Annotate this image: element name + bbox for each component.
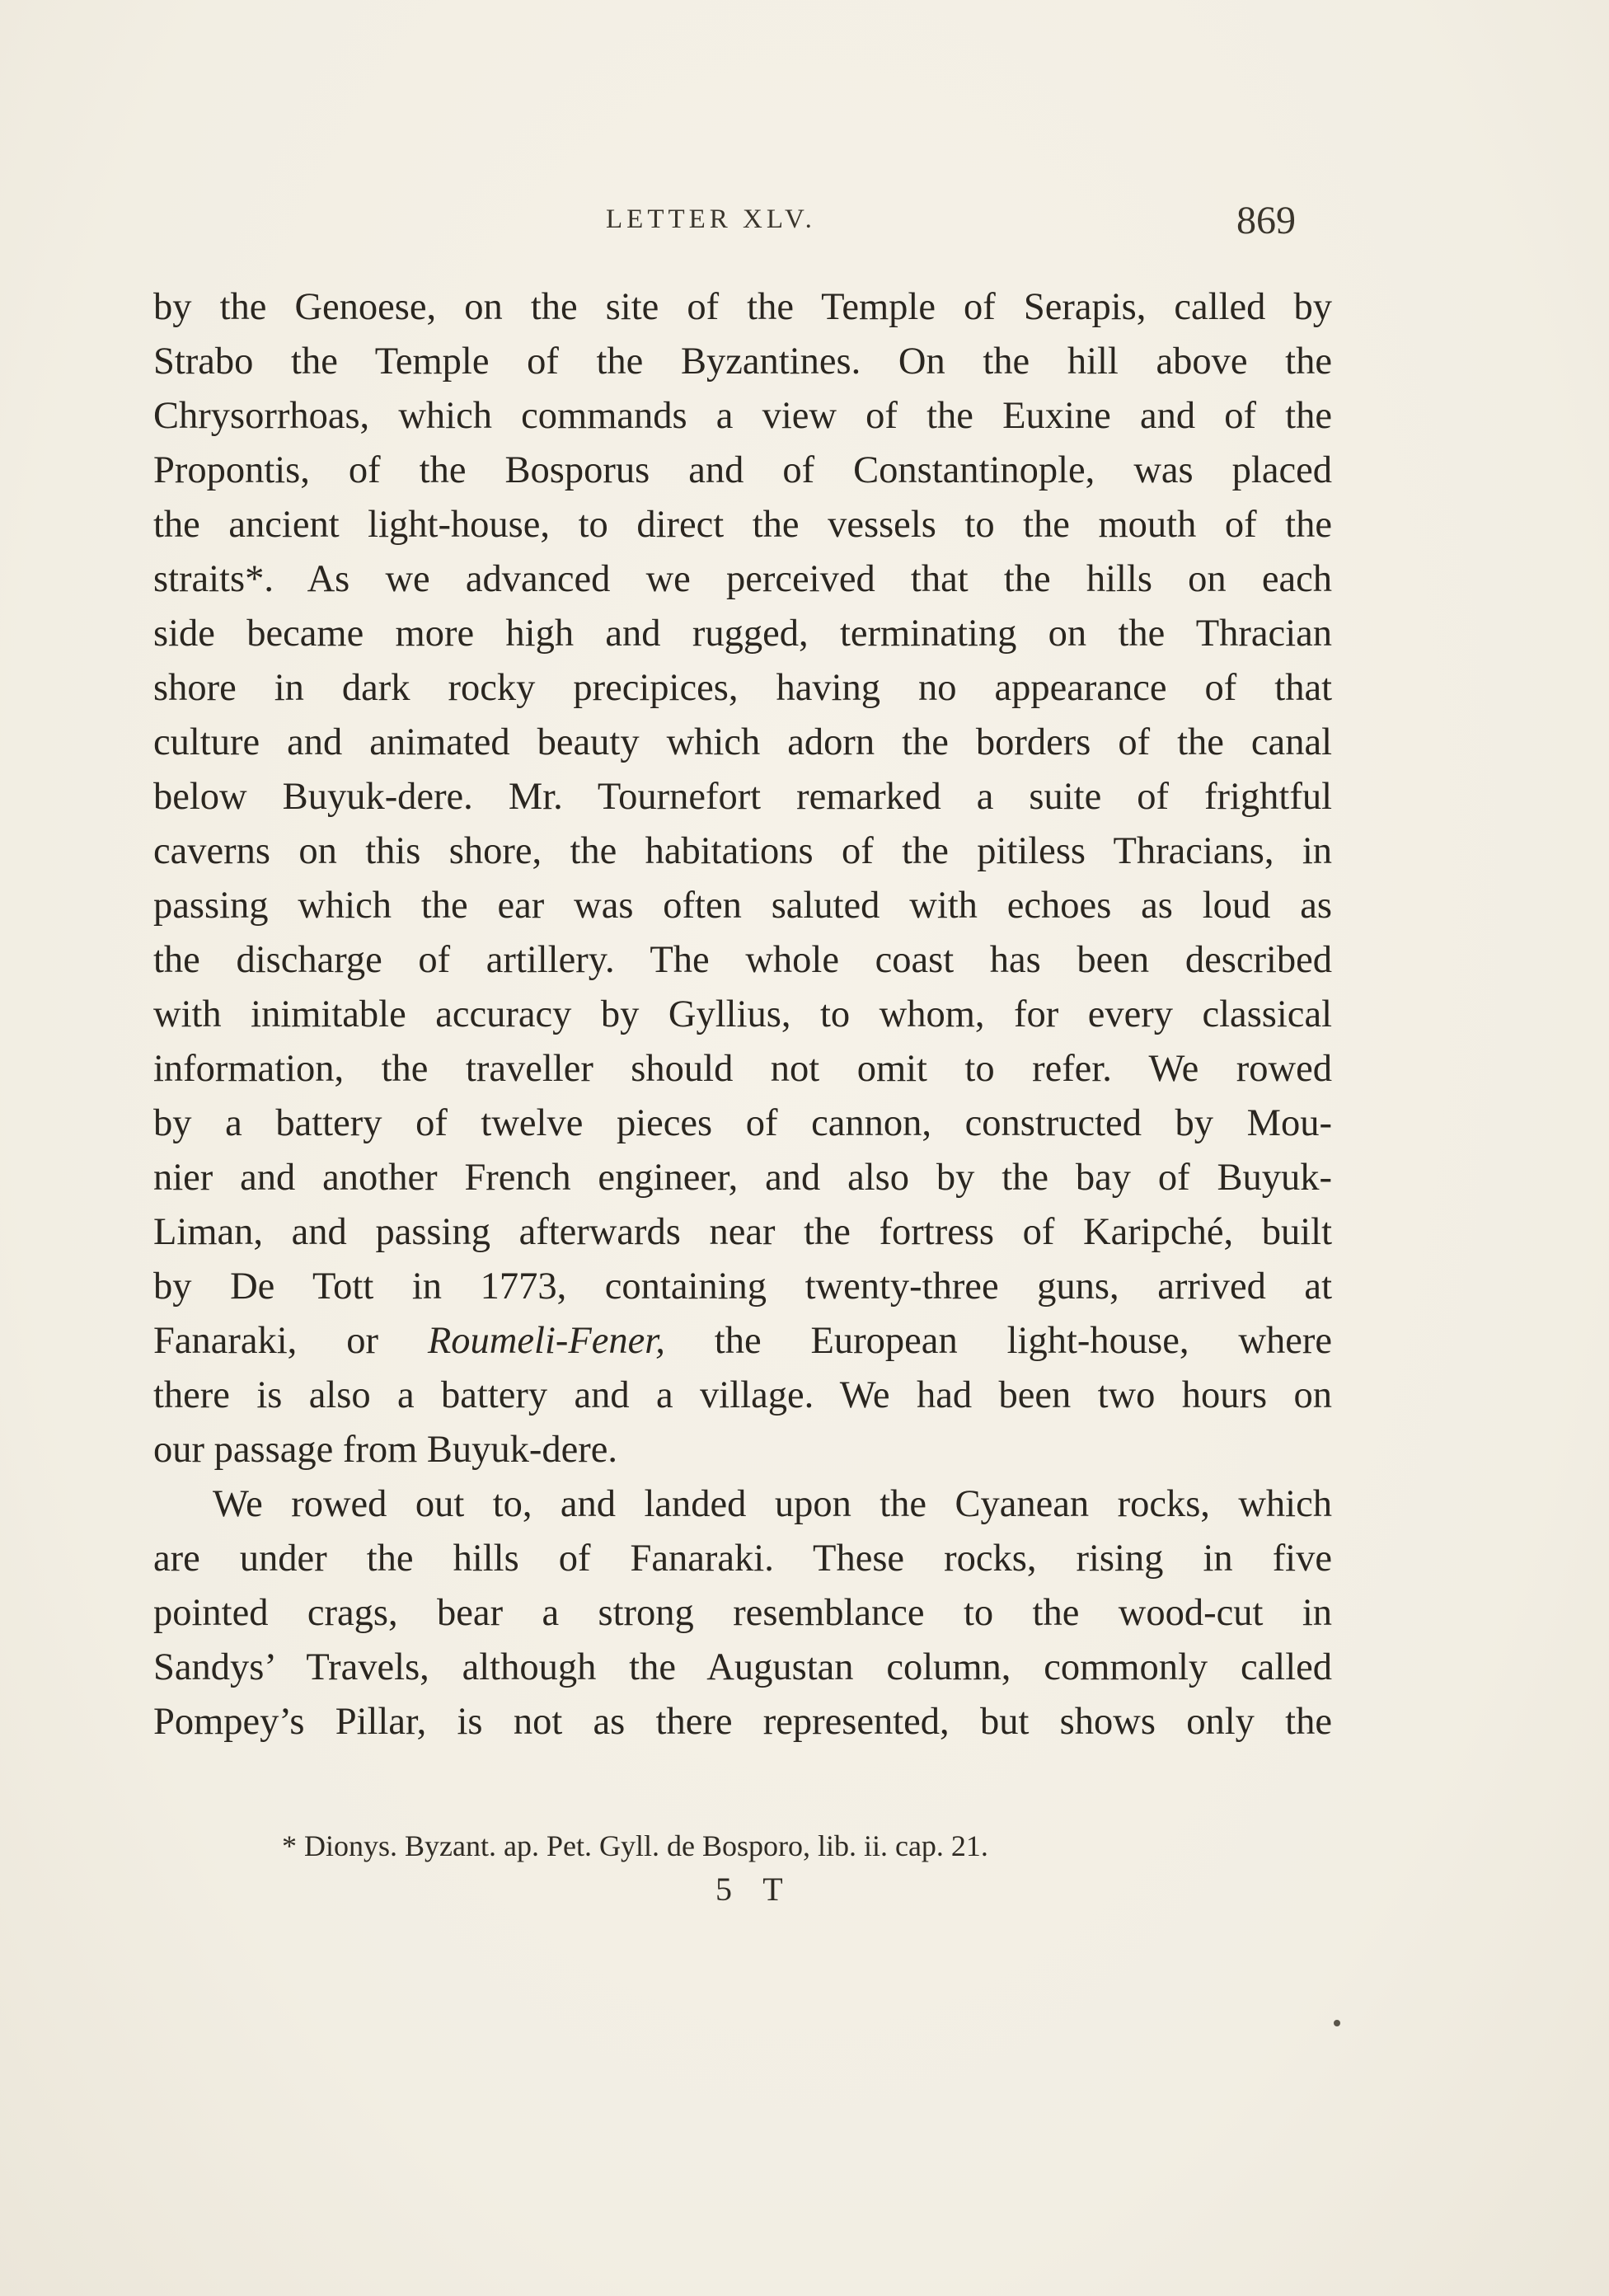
- text-line: side became more high and rugged, terminating on the Thracian: [153, 613, 1332, 655]
- line-segment: Fanaraki, or: [153, 1320, 428, 1362]
- text-line: straits*. As we advanced we perceived that the hills on each: [153, 558, 1332, 600]
- text-line: information, the traveller should not omit to refer. We rowed: [153, 1048, 1332, 1090]
- footnote: * Dionys. Byzant. ap. Pet. Gyll. de Bosporo, lib. ii. cap. 21.: [282, 1829, 988, 1862]
- italic-place-name: Roumeli-Fener,: [427, 1320, 665, 1362]
- text-line: below Buyuk-dere. Mr. Tournefort remarked a suite of frightful: [153, 776, 1332, 818]
- text-line: by a battery of twelve pieces of cannon, constructed by Mou-: [153, 1102, 1332, 1144]
- text-line: the discharge of artillery. The whole coast has been described: [153, 939, 1332, 981]
- signature-mark: 5 T: [715, 1871, 795, 1908]
- text-line: are under the hills of Fanaraki. These rocks, rising in five: [153, 1538, 1332, 1580]
- text-line: Chrysorrhoas, which commands a view of the Euxine and of the: [153, 395, 1332, 437]
- text-line: Sandys’ Travels, although the Augustan column, commonly called: [153, 1646, 1332, 1688]
- text-line: culture and animated beauty which adorn the borders of the canal: [153, 721, 1332, 763]
- line-segment: the European light-house, where: [664, 1320, 1332, 1362]
- text-line: Propontis, of the Bosporus and of Constantinople, was placed: [153, 449, 1332, 491]
- main-text: [153, 280, 1332, 1749]
- text-line-fanaraki: [153, 1314, 1332, 1369]
- text-line: Pompey’s Pillar, is not as there represented, but shows only the: [153, 1701, 1332, 1743]
- text-line: by the Genoese, on the site of the Temple of Serapis, called by: [153, 286, 1332, 328]
- text-line: pointed crags, bear a strong resemblance to the wood-cut in: [153, 1592, 1332, 1634]
- text-line: our passage from Buyuk-dere.: [153, 1429, 617, 1471]
- text-line: Strabo the Temple of the Byzantines. On the hill above the: [153, 340, 1332, 383]
- page-number: 869: [1236, 199, 1296, 242]
- text-line: Liman, and passing afterwards near the fortress of Karipché, built: [153, 1211, 1332, 1253]
- text-line: passing which the ear was often saluted with echoes as loud as: [153, 885, 1332, 927]
- text-line: the ancient light-house, to direct the vessels to the mouth of the: [153, 504, 1332, 546]
- text-line: We rowed out to, and landed upon the Cyanean rocks, which: [213, 1483, 1332, 1525]
- running-title: LETTER XLV.: [606, 204, 816, 234]
- ink-speck: [1334, 2020, 1340, 2026]
- text-line: by De Tott in 1773, containing twenty-three guns, arrived at: [153, 1265, 1332, 1308]
- text-line: nier and another French engineer, and also by the bay of Buyuk-: [153, 1157, 1332, 1199]
- text-line: there is also a battery and a village. We had been two hours on: [153, 1374, 1332, 1416]
- text-line: with inimitable accuracy by Gyllius, to whom, for every classical: [153, 993, 1332, 1035]
- text-line: caverns on this shore, the habitations of the pitiless Thracians, in: [153, 830, 1332, 872]
- text-line: shore in dark rocky precipices, having no appearance of that: [153, 667, 1332, 709]
